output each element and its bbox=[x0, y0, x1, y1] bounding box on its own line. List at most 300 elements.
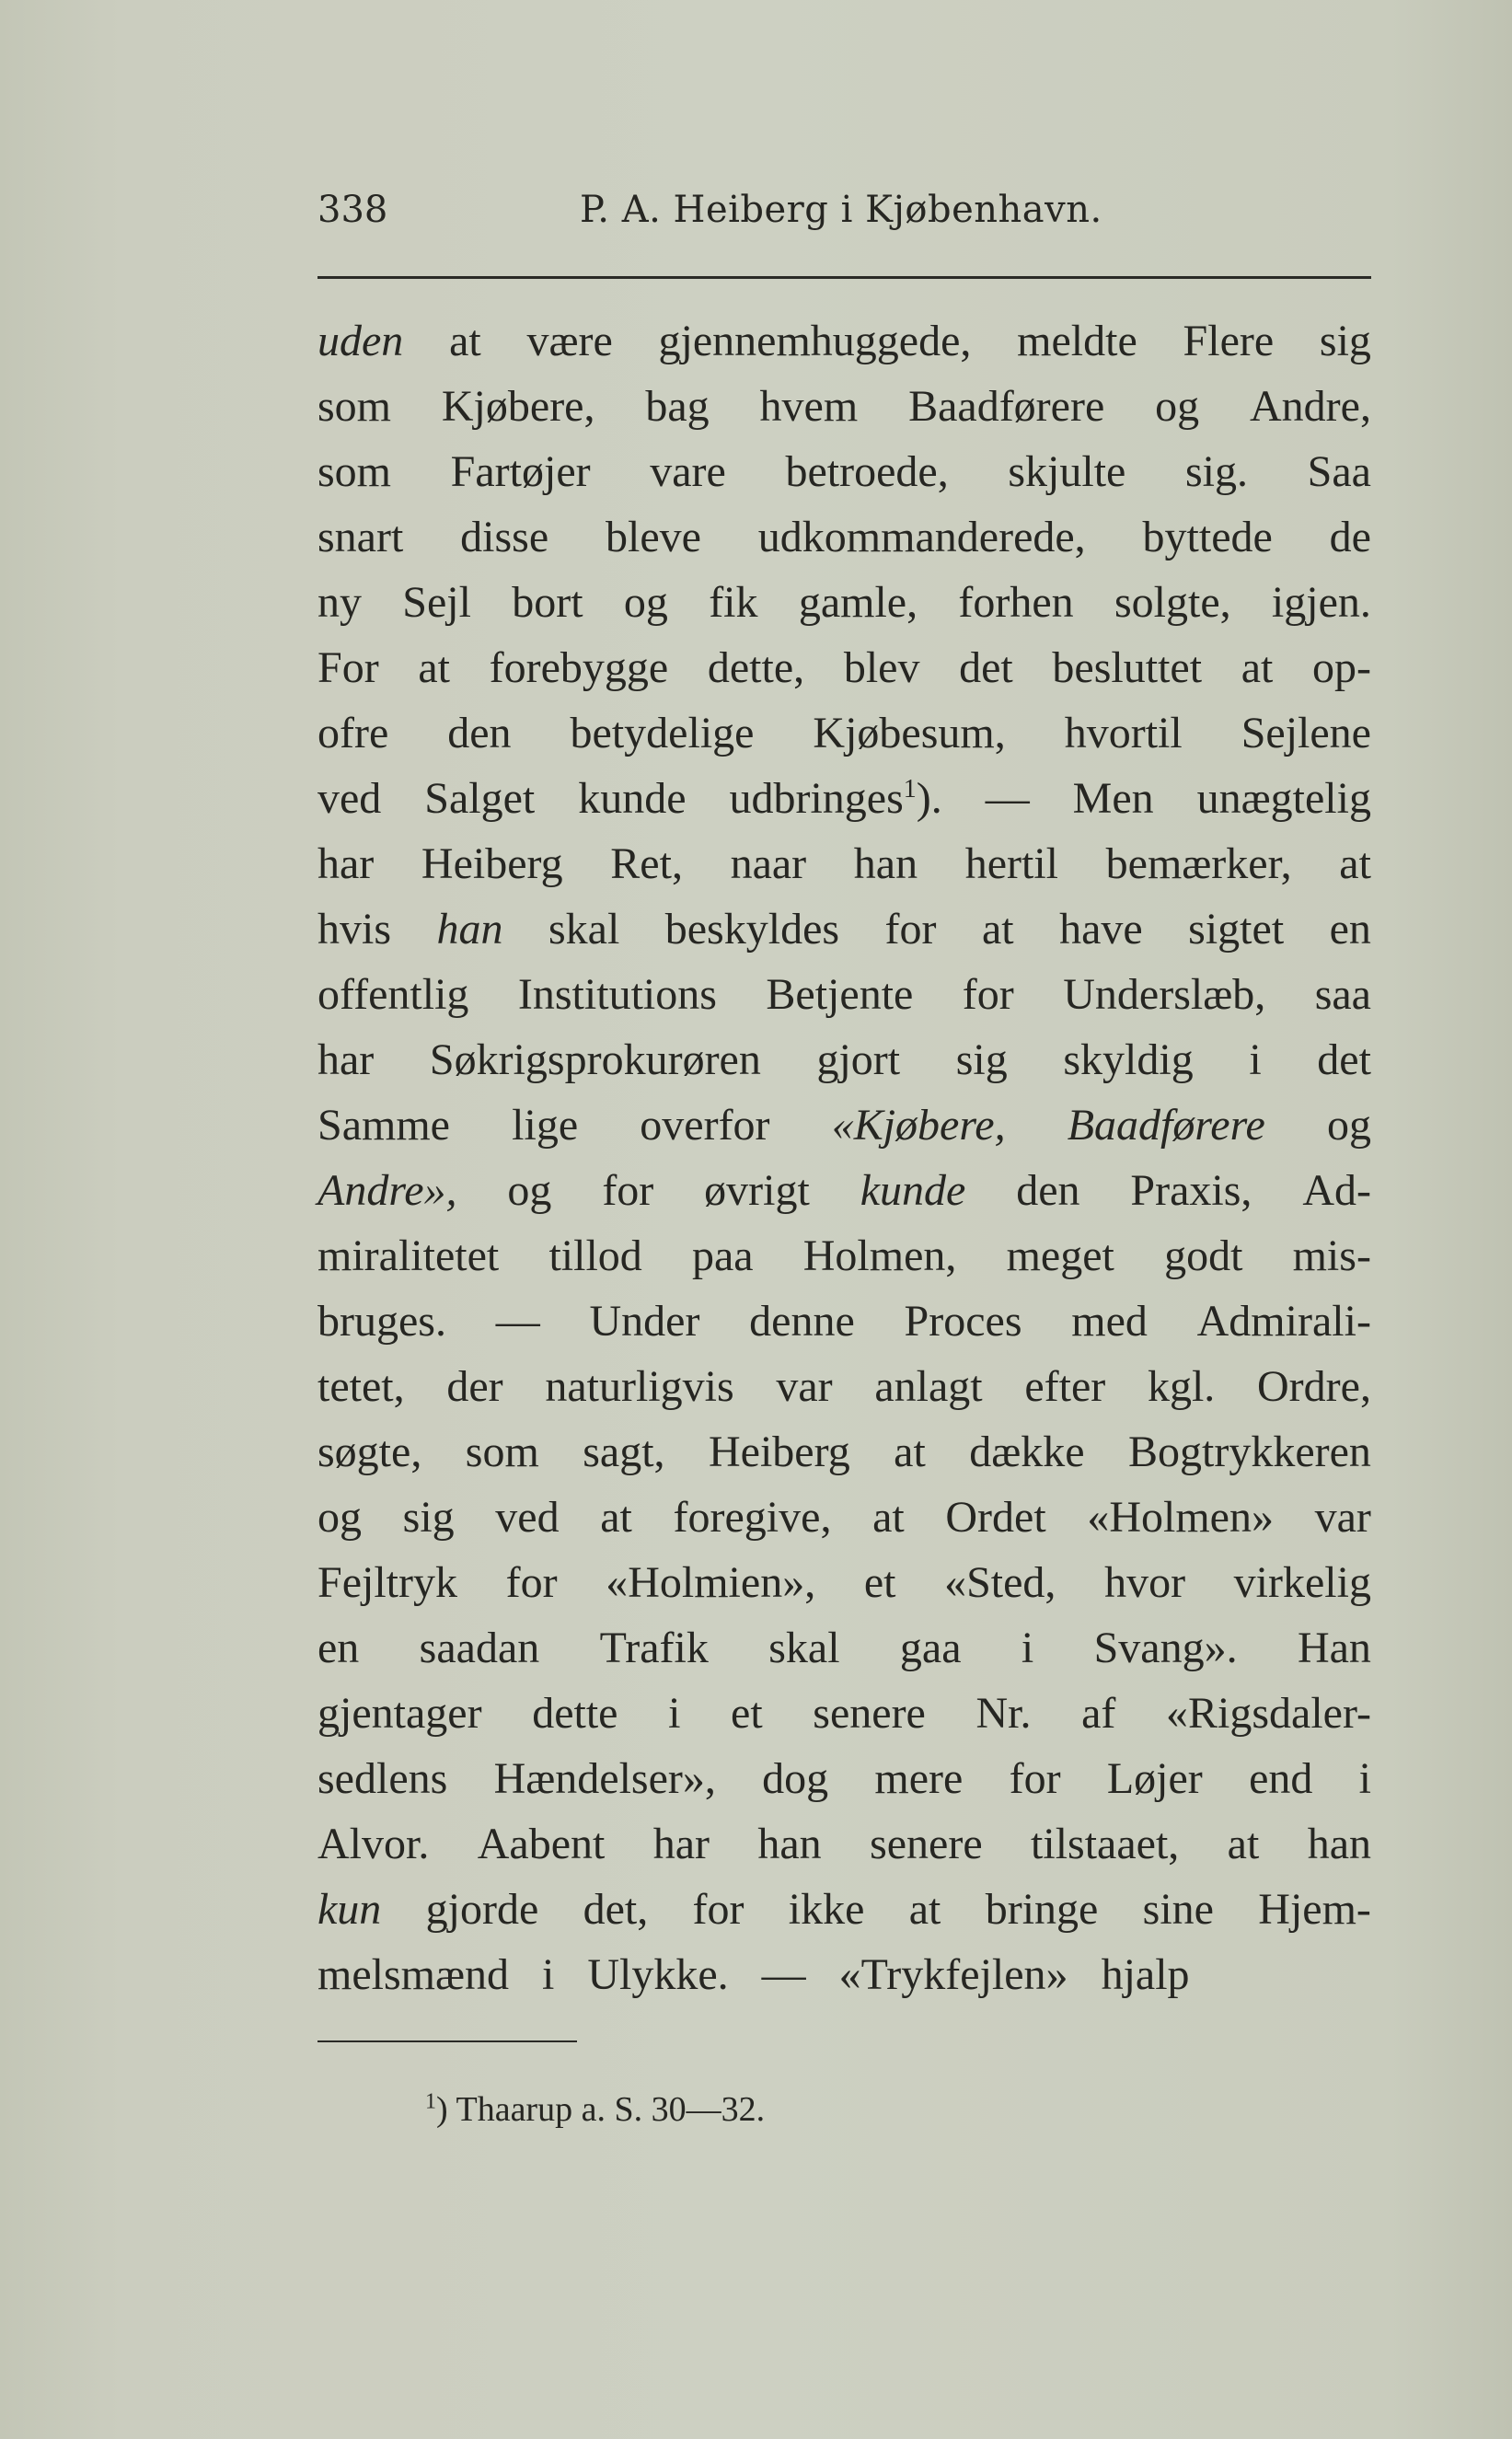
word-text: Men bbox=[1072, 774, 1154, 823]
word bbox=[1320, 308, 1371, 374]
word bbox=[758, 504, 1086, 570]
word bbox=[1241, 700, 1371, 766]
word-text: gjentager bbox=[317, 1689, 482, 1738]
word bbox=[532, 1681, 617, 1746]
word bbox=[874, 1746, 963, 1811]
word-text: Ordet bbox=[945, 1493, 1046, 1542]
word-text: Ret, bbox=[610, 839, 683, 888]
word bbox=[317, 1027, 374, 1092]
word bbox=[317, 1092, 450, 1158]
word bbox=[1327, 1092, 1371, 1158]
word-text: og bbox=[507, 1166, 552, 1215]
word bbox=[729, 766, 941, 831]
word bbox=[668, 1681, 680, 1746]
word-text: at bbox=[981, 905, 1014, 954]
word-text: at bbox=[449, 317, 481, 365]
word-text: at bbox=[418, 643, 450, 692]
word-text: naar bbox=[730, 839, 807, 888]
word-text: en bbox=[317, 1624, 360, 1672]
word bbox=[420, 1615, 540, 1681]
word-text: hvis bbox=[317, 905, 392, 954]
word-text: Salget bbox=[424, 774, 536, 823]
word bbox=[494, 1746, 716, 1811]
word-text: Under bbox=[589, 1297, 700, 1346]
word-text: paa bbox=[691, 1231, 754, 1280]
word bbox=[854, 831, 918, 896]
word bbox=[1143, 504, 1273, 570]
word bbox=[1302, 1158, 1371, 1223]
word-text: han bbox=[853, 839, 918, 888]
word-text: kunde bbox=[578, 774, 687, 823]
word bbox=[512, 570, 583, 635]
word-text: vare bbox=[650, 447, 726, 496]
word-text: hvem bbox=[759, 382, 859, 431]
word-text: Sejlene bbox=[1241, 709, 1371, 757]
word-text: og bbox=[1326, 1101, 1371, 1150]
word bbox=[816, 1027, 900, 1092]
word-text: og bbox=[317, 1493, 362, 1542]
italic-word: kunde bbox=[860, 1166, 966, 1215]
word bbox=[874, 1354, 982, 1419]
word-text: at bbox=[894, 1428, 926, 1476]
word-text: disse bbox=[460, 513, 549, 561]
word-text: ikke bbox=[788, 1885, 865, 1934]
word bbox=[1024, 1354, 1105, 1419]
word bbox=[956, 1027, 1008, 1092]
page-number: 338 bbox=[317, 189, 388, 231]
word bbox=[447, 700, 511, 766]
word-text: For bbox=[317, 643, 379, 692]
word-text: en bbox=[1329, 905, 1371, 954]
italic-word: Baadførere bbox=[1067, 1101, 1265, 1150]
word bbox=[317, 896, 391, 962]
text-line bbox=[317, 766, 1371, 831]
word bbox=[1250, 374, 1371, 439]
word bbox=[460, 504, 548, 570]
word-text: Han bbox=[1297, 1624, 1371, 1672]
word-text: Saa bbox=[1307, 447, 1371, 496]
word bbox=[587, 1942, 744, 2007]
word-text: har bbox=[652, 1820, 710, 1868]
text-line bbox=[317, 1746, 1371, 1811]
text-line bbox=[317, 1419, 1371, 1485]
word bbox=[959, 635, 1013, 700]
word-text: af bbox=[1081, 1689, 1116, 1738]
footnote-marker-close: ) bbox=[436, 2090, 448, 2129]
word-text: saa bbox=[1314, 970, 1371, 1019]
word-text: tetet, bbox=[317, 1362, 405, 1411]
word-text: unægtelig bbox=[1196, 774, 1371, 823]
word-text: gaa bbox=[899, 1624, 962, 1672]
word-text: sig. bbox=[1185, 447, 1249, 496]
word-text: bringe bbox=[985, 1885, 1099, 1934]
text-line bbox=[317, 1354, 1371, 1419]
word-text: Løjer bbox=[1106, 1754, 1203, 1803]
word bbox=[872, 1485, 905, 1550]
word bbox=[1185, 439, 1248, 504]
text-line bbox=[317, 439, 1371, 504]
word bbox=[600, 1615, 709, 1681]
word bbox=[650, 439, 726, 504]
footnote-reference: 1 bbox=[903, 775, 917, 803]
word bbox=[317, 1550, 457, 1615]
word bbox=[495, 1485, 559, 1550]
word bbox=[768, 1615, 839, 1681]
word-text: den bbox=[447, 709, 512, 757]
word bbox=[449, 308, 481, 374]
word bbox=[1258, 1877, 1371, 1942]
word bbox=[944, 1550, 1056, 1615]
word-text: gjort bbox=[816, 1035, 901, 1084]
word bbox=[832, 1092, 1006, 1158]
word-text: ved bbox=[495, 1493, 560, 1542]
word-text: lige bbox=[512, 1101, 579, 1150]
word-text: Proces bbox=[904, 1297, 1022, 1346]
word bbox=[317, 1877, 381, 1942]
word-text: meldte bbox=[1017, 317, 1137, 365]
word bbox=[1228, 1811, 1260, 1877]
word bbox=[785, 439, 948, 504]
word bbox=[421, 831, 563, 896]
word bbox=[1094, 1615, 1238, 1681]
word bbox=[317, 570, 362, 635]
word-text: Hændelser», bbox=[493, 1754, 716, 1803]
word-text: ny bbox=[317, 578, 362, 627]
word-text: Praxis, bbox=[1130, 1166, 1252, 1215]
word bbox=[1234, 1550, 1371, 1615]
word bbox=[466, 1419, 539, 1485]
word bbox=[1007, 1223, 1114, 1289]
word-text: Admirali- bbox=[1196, 1297, 1371, 1346]
text-line bbox=[317, 962, 1371, 1027]
text-line bbox=[317, 1811, 1371, 1877]
word-text: snart bbox=[317, 513, 404, 561]
word bbox=[965, 831, 1058, 896]
word bbox=[709, 570, 757, 635]
word-text: — bbox=[761, 1950, 806, 1999]
text-line bbox=[317, 700, 1371, 766]
word-text: Nr. bbox=[975, 1689, 1032, 1738]
word-text: byttede bbox=[1142, 513, 1273, 561]
word-text: meget bbox=[1006, 1231, 1114, 1280]
word bbox=[645, 374, 709, 439]
text-line bbox=[317, 1942, 1371, 2007]
text-line bbox=[317, 1681, 1371, 1746]
header-rule bbox=[317, 276, 1371, 279]
word bbox=[1063, 962, 1265, 1027]
word-text: ). bbox=[916, 774, 942, 823]
body-text bbox=[317, 308, 1371, 2007]
word bbox=[436, 896, 502, 962]
footnote-marker: 1 bbox=[425, 2089, 436, 2114]
word bbox=[1087, 1485, 1274, 1550]
word bbox=[704, 1158, 810, 1223]
text-line bbox=[317, 1158, 1371, 1223]
word bbox=[478, 1811, 606, 1877]
word-text: Sejl bbox=[402, 578, 471, 627]
word-text: dog bbox=[762, 1754, 829, 1803]
text-line bbox=[317, 504, 1371, 570]
word bbox=[600, 1485, 632, 1550]
word-text: og bbox=[1155, 382, 1200, 431]
word bbox=[986, 1877, 1099, 1942]
text-line bbox=[317, 831, 1371, 896]
word-text: offentlig bbox=[317, 970, 469, 1019]
word-text: Samme bbox=[317, 1101, 450, 1150]
word-text: senere bbox=[870, 1820, 983, 1868]
word-text: hvor bbox=[1104, 1558, 1186, 1607]
text-line bbox=[317, 308, 1371, 374]
word bbox=[430, 1027, 761, 1092]
word bbox=[418, 635, 450, 700]
word bbox=[317, 1942, 525, 2007]
word bbox=[317, 439, 391, 504]
word bbox=[526, 308, 612, 374]
word-text: for bbox=[692, 1885, 744, 1934]
word bbox=[545, 1354, 733, 1419]
word bbox=[403, 1485, 455, 1550]
word bbox=[909, 1877, 941, 1942]
word-text: betroede, bbox=[785, 447, 949, 496]
running-head: P. A. Heiberg i Kjøbenhavn. bbox=[580, 189, 1102, 231]
word-text: miralitetet bbox=[317, 1231, 500, 1280]
word-text: bort bbox=[512, 578, 583, 627]
word bbox=[1071, 1289, 1148, 1354]
word-text: Ordre, bbox=[1257, 1362, 1371, 1411]
word bbox=[982, 896, 1014, 962]
word-text: dette bbox=[532, 1689, 618, 1738]
word bbox=[317, 1485, 362, 1550]
word bbox=[1148, 1354, 1215, 1419]
word-text: Kjøbere, bbox=[441, 382, 595, 431]
word bbox=[1330, 896, 1371, 962]
word-text: udbringes bbox=[729, 774, 904, 823]
text-line bbox=[317, 570, 1371, 635]
word bbox=[674, 1485, 832, 1550]
word-text: blev bbox=[843, 643, 920, 692]
word bbox=[1016, 1158, 1079, 1223]
word bbox=[317, 1419, 421, 1485]
word-text: Flere bbox=[1183, 317, 1275, 365]
word-text: senere bbox=[813, 1689, 926, 1738]
word bbox=[1249, 1746, 1312, 1811]
word bbox=[602, 1158, 653, 1223]
word-text: sig bbox=[1319, 317, 1371, 365]
word bbox=[1031, 1811, 1179, 1877]
word bbox=[709, 1419, 850, 1485]
word-text: efter bbox=[1024, 1362, 1106, 1411]
word-text: i bbox=[1358, 1754, 1371, 1803]
word-text: forhen bbox=[958, 578, 1074, 627]
word bbox=[317, 700, 388, 766]
word-text: end bbox=[1249, 1754, 1313, 1803]
word bbox=[424, 766, 535, 831]
italic-word: «Kjøbere, bbox=[831, 1101, 1006, 1150]
word bbox=[1106, 831, 1292, 896]
word-text: hjalp bbox=[1101, 1950, 1190, 1999]
word bbox=[1128, 1419, 1371, 1485]
word-text: for bbox=[962, 970, 1014, 1019]
italic-word: uden bbox=[317, 317, 404, 365]
italic-word: kun bbox=[317, 1885, 382, 1934]
word bbox=[789, 1877, 865, 1942]
word-text: Heiberg bbox=[708, 1428, 850, 1476]
word bbox=[1197, 1289, 1371, 1354]
word bbox=[1298, 1615, 1371, 1681]
word-text: søgte, bbox=[317, 1428, 422, 1476]
word bbox=[1104, 1550, 1185, 1615]
word-text: saadan bbox=[419, 1624, 540, 1672]
word-text: Aabent bbox=[477, 1820, 606, 1868]
word bbox=[1155, 374, 1199, 439]
word-text: anlagt bbox=[874, 1362, 983, 1411]
word bbox=[548, 1223, 641, 1289]
footnote-text: Thaarup a. S. 30—32. bbox=[456, 2090, 766, 2129]
word-text: virkelig bbox=[1233, 1558, 1371, 1607]
word-text: sine bbox=[1142, 1885, 1214, 1934]
word-text: kgl. bbox=[1147, 1362, 1216, 1411]
word-text: mere bbox=[874, 1754, 964, 1803]
word-text: med bbox=[1071, 1297, 1148, 1346]
word bbox=[757, 1811, 821, 1877]
word-text: Institutions bbox=[517, 970, 717, 1019]
word-text: sig bbox=[955, 1035, 1008, 1084]
text-line bbox=[317, 1289, 1371, 1354]
word-text: øvrigt bbox=[704, 1166, 810, 1215]
text-line bbox=[317, 1877, 1371, 1942]
word bbox=[1308, 439, 1371, 504]
word bbox=[610, 831, 683, 896]
word bbox=[986, 766, 1030, 831]
word-text: sig bbox=[402, 1493, 455, 1542]
word bbox=[317, 1354, 405, 1419]
word-text: skyldig bbox=[1063, 1035, 1194, 1084]
word-text: det bbox=[1317, 1035, 1371, 1084]
word-text: betydelige bbox=[570, 709, 755, 757]
word bbox=[762, 1942, 823, 2007]
word-text: de bbox=[1329, 513, 1371, 561]
word-text: «Sted, bbox=[944, 1558, 1056, 1607]
word-text: naturligvis bbox=[545, 1362, 734, 1411]
word bbox=[860, 1158, 966, 1223]
word bbox=[606, 1550, 815, 1615]
word bbox=[512, 1092, 578, 1158]
word-text: have bbox=[1059, 905, 1143, 954]
footnote-rule bbox=[317, 2040, 577, 2042]
word bbox=[451, 439, 591, 504]
word bbox=[317, 1746, 447, 1811]
word bbox=[317, 1223, 499, 1289]
word bbox=[606, 504, 701, 570]
word-text: han bbox=[757, 1820, 822, 1868]
word-text: mis- bbox=[1292, 1231, 1371, 1280]
word bbox=[1308, 1811, 1371, 1877]
word bbox=[1081, 1681, 1115, 1746]
word-text: sagt, bbox=[583, 1428, 665, 1476]
word bbox=[958, 570, 1073, 635]
word-text: Søkrigsprokurøren bbox=[429, 1035, 761, 1084]
word bbox=[1143, 1877, 1214, 1942]
word-text: fik bbox=[709, 578, 758, 627]
word-text: i bbox=[542, 1950, 555, 1999]
word-text: sedlens bbox=[317, 1754, 448, 1803]
word bbox=[317, 1158, 457, 1223]
word-text: ved bbox=[317, 774, 382, 823]
word bbox=[708, 635, 804, 700]
word bbox=[864, 1550, 896, 1615]
italic-word: han bbox=[436, 905, 503, 954]
word-text: Fejltryk bbox=[317, 1558, 457, 1607]
word-text: gamle, bbox=[798, 578, 918, 627]
word bbox=[1183, 308, 1275, 374]
word-text: Fartøjer bbox=[450, 447, 591, 496]
word bbox=[945, 1485, 1045, 1550]
word bbox=[749, 1289, 855, 1354]
text-line bbox=[317, 896, 1371, 962]
word bbox=[799, 570, 918, 635]
word-text: besluttet bbox=[1052, 643, 1203, 692]
word-text: hertil bbox=[964, 839, 1059, 888]
word bbox=[548, 896, 619, 962]
word-text: et bbox=[863, 1558, 896, 1607]
word-text: Svang». bbox=[1093, 1624, 1238, 1672]
word-text: som bbox=[317, 382, 392, 431]
word-text: Bogtrykkeren bbox=[1128, 1428, 1371, 1476]
word-text: gjennemhuggede, bbox=[658, 317, 972, 365]
word-text: igjen. bbox=[1271, 578, 1371, 627]
word-text: at bbox=[600, 1493, 632, 1542]
word-text: bemærker, bbox=[1105, 839, 1292, 888]
word bbox=[506, 1550, 558, 1615]
word-text: dække bbox=[969, 1428, 1085, 1476]
word bbox=[1249, 1027, 1261, 1092]
word bbox=[1114, 570, 1231, 635]
word-text: var bbox=[1314, 1493, 1371, 1542]
word-text: ofre bbox=[317, 709, 389, 757]
word bbox=[589, 1289, 699, 1354]
text-line bbox=[317, 1615, 1371, 1681]
word-text: — bbox=[985, 774, 1030, 823]
word bbox=[1059, 896, 1143, 962]
word bbox=[317, 1289, 446, 1354]
word-text: skal bbox=[768, 1624, 840, 1672]
word bbox=[1197, 766, 1371, 831]
word-text: — bbox=[495, 1297, 540, 1346]
word-text: har bbox=[317, 839, 375, 888]
word bbox=[442, 374, 595, 439]
word bbox=[885, 896, 937, 962]
word bbox=[1315, 962, 1371, 1027]
word-text: «Holmen» bbox=[1087, 1493, 1274, 1542]
word-text: var bbox=[776, 1362, 833, 1411]
word bbox=[1063, 1027, 1193, 1092]
word bbox=[317, 766, 381, 831]
word-text: skal bbox=[548, 905, 620, 954]
word-text: bag bbox=[645, 382, 710, 431]
word-text: for bbox=[884, 905, 937, 954]
word bbox=[317, 504, 403, 570]
word bbox=[402, 570, 471, 635]
word-text: Ad- bbox=[1302, 1166, 1371, 1215]
word-text: i bbox=[668, 1689, 681, 1738]
word bbox=[490, 635, 669, 700]
word-text: det, bbox=[583, 1885, 649, 1934]
word bbox=[1312, 635, 1371, 700]
word bbox=[1130, 1158, 1252, 1223]
word-text: den bbox=[1016, 1166, 1080, 1215]
word-text: at bbox=[1241, 643, 1274, 692]
word bbox=[1164, 1223, 1242, 1289]
